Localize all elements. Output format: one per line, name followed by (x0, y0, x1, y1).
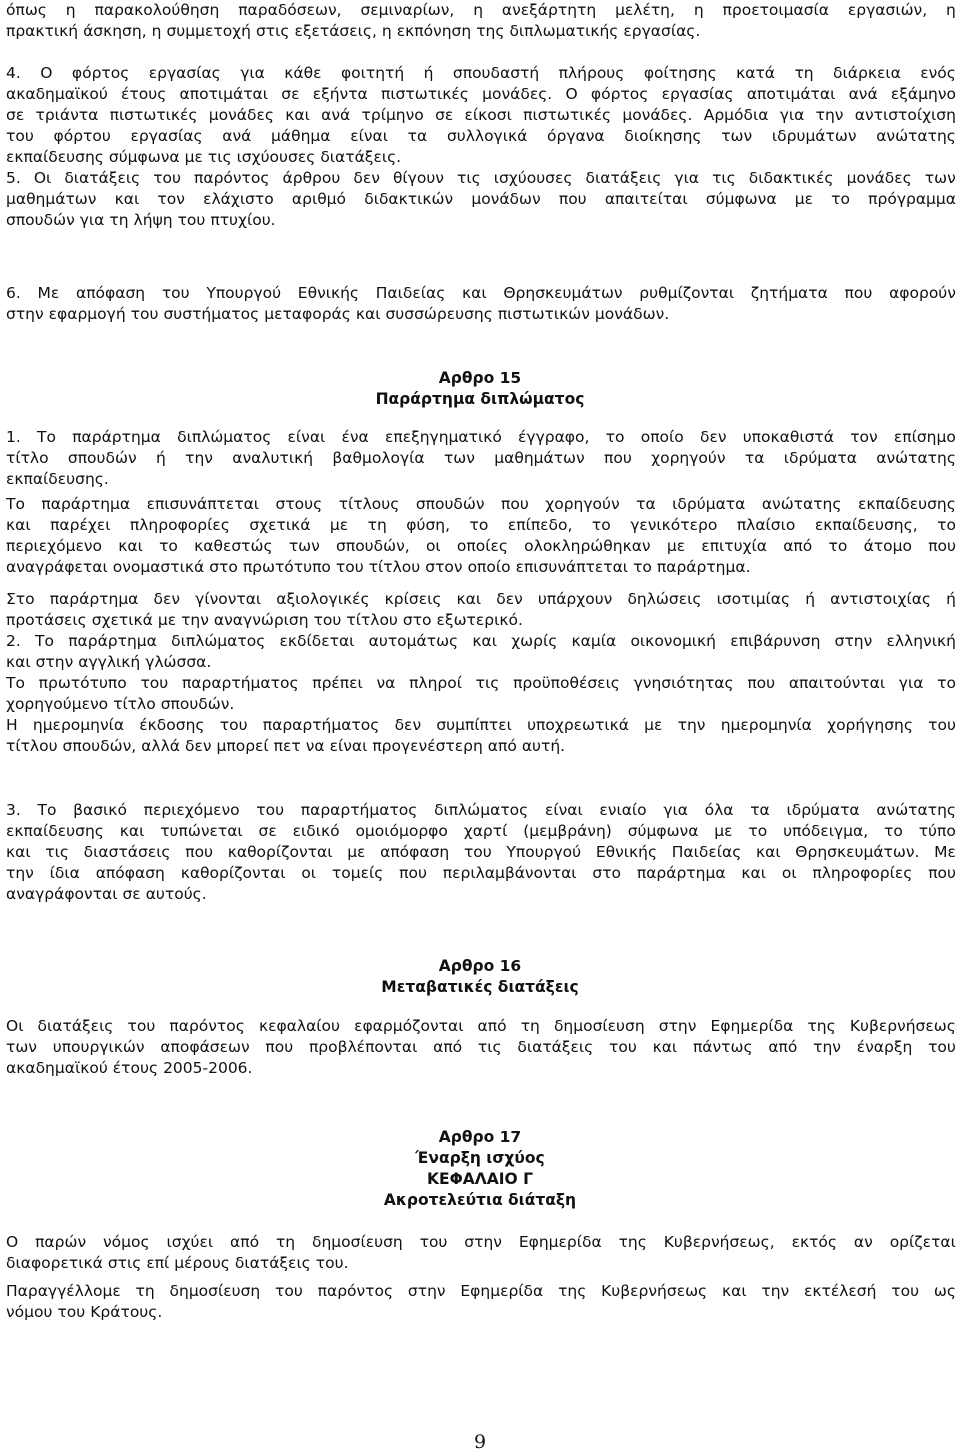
text-line: 4. Ο φόρτος εργασίας για κάθε φοιτητή ή σπουδαστή πλήρους φοίτησης κατά τη διάρκεια ενός (6, 64, 956, 82)
text-line: και παρέχει πληροφορίες σχετικά με τη φύση, το επίπεδο, το γενικότερο πλαίσιο εκπαίδευσης, το (6, 516, 956, 534)
text-line: περιεχόμενο και το καθεστώς των σπουδών, οι οποίες ολοκληρώθηκαν με επιτυχία από το άτομο που (6, 537, 956, 555)
text-line: εκπαίδευσης. (6, 470, 109, 488)
text-line: όπως η παρακολούθηση παραδόσεων, σεμιναρίων, η ανεξάρτητη μελέτη, η προετοιμασία εργασιών, η (6, 1, 956, 19)
heading-line: Αρθρο 15 (438, 369, 522, 387)
text-line: των υπουργικών αποφάσεων που προβλέπονται από τις διατάξεις του και πάντως από την έναρξη του (6, 1038, 956, 1056)
heading-line: Αρθρο 16 (438, 957, 522, 975)
text-line: αναγράφονται σε αυτούς. (6, 885, 207, 903)
text-line: σε τριάντα πιστωτικές μονάδες και ανά τρίμηνο σε είκοσι πιστωτικές μονάδες. Αρμόδια για την αντιστοίχιση (6, 106, 956, 124)
heading-line: Μεταβατικές διατάξεις (381, 978, 579, 996)
text-line: 1. Το παράρτημα διπλώματος είναι ένα επεξηγηματικό έγγραφο, το οποίο δεν υποκαθιστά τον επίσημο (6, 428, 956, 446)
text-line: την ίδια απόφαση καθορίζονται οι τομείς που περιλαμβάνονται στο παράρτημα και οι πληροφορίες που (6, 864, 956, 882)
heading-line: Ακροτελεύτια διάταξη (383, 1191, 577, 1209)
text-line: Στο παράρτημα δεν γίνονται αξιολογικές κρίσεις και δεν υπάρχουν δηλώσεις ισοτιμίας ή αντιστοιχίας ή (6, 590, 956, 608)
text-line: του φόρτου εργασίας ανά μάθημα είναι τα συλλογικά όργανα διοίκησης των ιδρυμάτων ανώτατης (6, 127, 956, 145)
text-line: πρακτική άσκηση, η συμμετοχή στις εξετάσεις, η εκπόνηση της διπλωματικής εργασίας. (6, 22, 701, 40)
text-line: ακαδημαϊκού έτους 2005-2006. (6, 1059, 253, 1077)
heading-line: Έναρξη ισχύος (415, 1149, 545, 1167)
text-line: εκπαίδευσης και τυπώνεται σε ειδικό ομοιόμορφο χαρτί (μεμβράνη) σύμφωνα με το υπόδειγμα, το τύπο (6, 822, 956, 840)
text-line: αναγράφεται ονομαστικά στο πρωτότυπο του τίτλου στον οποίο επισυνάπτεται το παράρτημα. (6, 558, 751, 576)
text-line: τίτλο σπουδών ή την αναλυτική βαθμολογία των μαθημάτων που χορηγούν τα ιδρύματα ανώτατης (6, 449, 956, 467)
text-line: και στην αγγλική γλώσσα. (6, 653, 212, 671)
text-line: ακαδημαϊκού έτους αποτιμάται σε εξήντα πιστωτικές μονάδες. Ο φόρτος εργασίας αποτιμάται ανά εξάμηνο (6, 85, 956, 103)
text-line: Ο παρών νόμος ισχύει από τη δημοσίευση του στην Εφημερίδα της Κυβερνήσεως, εκτός αν ορίζεται (6, 1233, 956, 1251)
text-line: μαθημάτων και τον ελάχιστο αριθμό διδακτικών μονάδων που απαιτείται σύμφωνα με το πρόγραμμα (6, 190, 956, 208)
text-line: Η ημερομηνία έκδοσης του παραρτήματος δεν συμπίπτει υποχρεωτικά με την ημερομηνία χορήγησης του (6, 716, 956, 734)
text-line: 5. Οι διατάξεις του παρόντος άρθρου δεν θίγουν τις ισχύουσες διατάξεις για τις διδακτικές μονάδες των (6, 169, 956, 187)
text-line: χορηγούμενο τίτλο σπουδών. (6, 695, 235, 713)
text-line: και τις διαστάσεις που καθορίζονται με απόφαση του Υπουργού Εθνικής Παιδείας και Θρησκευμάτων. Με (6, 843, 956, 861)
text-line: νόμου του Κράτους. (6, 1303, 163, 1321)
text-line: σπουδών για τη λήψη του πτυχίου. (6, 211, 276, 229)
text-line: τίτλου σπουδών, αλλά δεν μπορεί πετ να είναι προγενέστερη από αυτή. (6, 737, 566, 755)
text-line: Οι διατάξεις του παρόντος κεφαλαίου εφαρμόζονται από τη δημοσίευση στην Εφημερίδα της Κυβερνήσεως (6, 1017, 956, 1035)
heading-line: Αρθρο 17 (438, 1128, 522, 1146)
text-line: διαφορετικά στις επί μέρους διατάξεις του. (6, 1254, 349, 1272)
text-line: Το παράρτημα επισυνάπτεται στους τίτλους σπουδών που χορηγούν τα ιδρύματα ανώτατης εκπαίδευσης (6, 495, 956, 513)
text-line: 2. Το παράρτημα διπλώματος εκδίδεται αυτομάτως και χωρίς καμία οικονομική επιβάρυνση στην ελληνική (6, 632, 956, 650)
text-line: εκπαίδευσης σύμφωνα με τις ισχύουσες διατάξεις. (6, 148, 402, 166)
text-line: Παραγγέλλομε τη δημοσίευση του παρόντος στην Εφημερίδα της Κυβερνήσεως και την εκτέλεσή του ως (6, 1282, 956, 1300)
heading-line: ΚΕΦΑΛΑΙΟ Γ (427, 1170, 533, 1188)
text-line: 6. Με απόφαση του Υπουργού Εθνικής Παιδείας και Θρησκευμάτων ρυθμίζονται ζητήματα που αφορούν (6, 284, 956, 302)
text-line: Το πρωτότυπο του παραρτήματος πρέπει να πληροί τις προϋποθέσεις γνησιότητας που απαιτούνται για το (6, 674, 956, 692)
text-line: προτάσεις σχετικά με την αναγνώριση του τίτλου στο εξωτερικό. (6, 611, 523, 629)
text-line: στην εφαρμογή του συστήματος μεταφοράς και συσσώρευσης πιστωτικών μονάδων. (6, 305, 670, 323)
text-line: 3. Το βασικό περιεχόμενο του παραρτήματος διπλώματος είναι ενιαίο για όλα τα ιδρύματα ανώτατης (6, 801, 956, 819)
page-number: 9 (473, 1431, 487, 1453)
heading-line: Παράρτημα διπλώματος (375, 390, 585, 408)
